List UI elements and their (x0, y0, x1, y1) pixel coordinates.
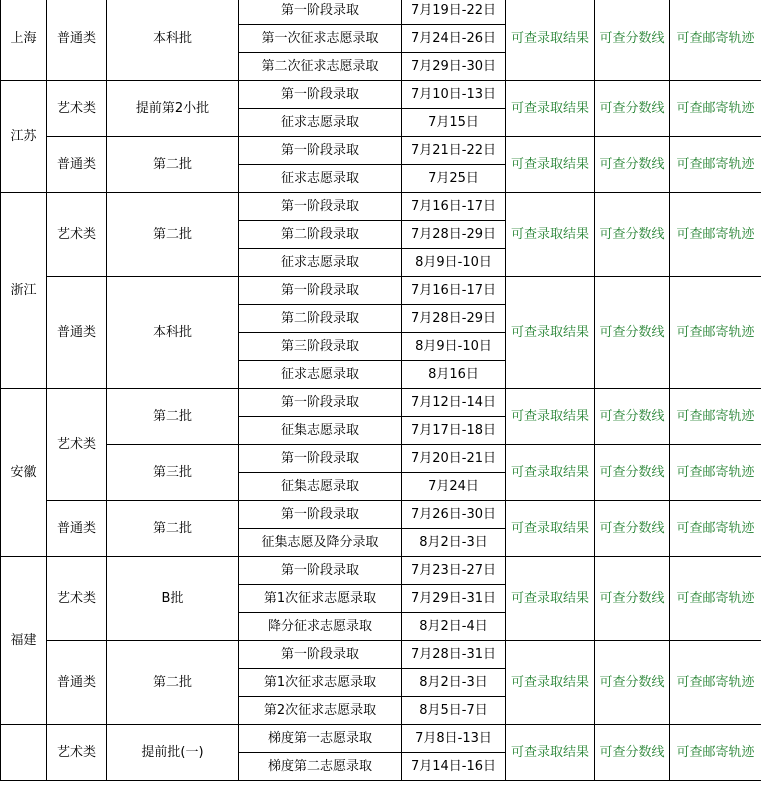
stage-cell: 降分征求志愿录取 (239, 613, 402, 641)
date-cell: 7月19日-22日 (402, 0, 506, 25)
query-score-link[interactable]: 可查分数线 (595, 445, 670, 501)
category-cell: 普通类 (47, 501, 107, 557)
stage-cell: 第1次征求志愿录取 (239, 585, 402, 613)
date-cell: 8月5日-7日 (402, 697, 506, 725)
stage-cell: 第一阶段录取 (239, 389, 402, 417)
category-cell: 艺术类 (47, 81, 107, 137)
date-cell: 7月15日 (402, 109, 506, 137)
date-cell: 8月9日-10日 (402, 249, 506, 277)
query-mail-link[interactable]: 可查邮寄轨迹 (670, 0, 761, 81)
date-cell: 7月8日-13日 (402, 725, 506, 753)
batch-cell: 本科批 (107, 0, 239, 81)
stage-cell: 第一阶段录取 (239, 81, 402, 109)
stage-cell: 征集志愿录取 (239, 473, 402, 501)
stage-cell: 梯度第二志愿录取 (239, 753, 402, 781)
stage-cell: 第一阶段录取 (239, 445, 402, 473)
batch-cell: 第二批 (107, 193, 239, 277)
table-row (1, 557, 761, 585)
table-row (1, 193, 761, 221)
query-score-link[interactable]: 可查分数线 (595, 501, 670, 557)
province-cell: 江苏 (1, 81, 47, 193)
category-cell: 普通类 (47, 277, 107, 389)
batch-cell: 第三批 (107, 445, 239, 501)
query-mail-link[interactable]: 可查邮寄轨迹 (670, 137, 761, 193)
stage-cell: 第一阶段录取 (239, 137, 402, 165)
stage-cell: 征集志愿及降分录取 (239, 529, 402, 557)
query-score-link[interactable]: 可查分数线 (595, 137, 670, 193)
date-cell: 7月29日-30日 (402, 53, 506, 81)
query-result-link[interactable]: 可查录取结果 (506, 641, 595, 725)
date-cell: 7月20日-21日 (402, 445, 506, 473)
batch-cell: 提前批(一) (107, 725, 239, 781)
date-cell: 7月28日-29日 (402, 221, 506, 249)
category-cell: 艺术类 (47, 725, 107, 781)
stage-cell: 第三阶段录取 (239, 333, 402, 361)
date-cell: 8月2日-4日 (402, 613, 506, 641)
batch-cell: 本科批 (107, 277, 239, 389)
query-mail-link[interactable]: 可查邮寄轨迹 (670, 501, 761, 557)
table-row (1, 725, 761, 753)
table-row (1, 501, 761, 529)
query-score-link[interactable]: 可查分数线 (595, 193, 670, 277)
stage-cell: 第一阶段录取 (239, 0, 402, 25)
table-row (1, 445, 761, 473)
stage-cell: 第一阶段录取 (239, 193, 402, 221)
province-cell (1, 725, 47, 781)
query-mail-link[interactable]: 可查邮寄轨迹 (670, 641, 761, 725)
date-cell: 7月29日-31日 (402, 585, 506, 613)
query-score-link[interactable]: 可查分数线 (595, 389, 670, 445)
stage-cell: 征求志愿录取 (239, 165, 402, 193)
province-cell: 浙江 (1, 193, 47, 389)
table-row (1, 81, 761, 109)
date-cell: 7月28日-29日 (402, 305, 506, 333)
query-score-link[interactable]: 可查分数线 (595, 641, 670, 725)
stage-cell: 第一阶段录取 (239, 501, 402, 529)
date-cell: 7月16日-17日 (402, 277, 506, 305)
batch-cell: 第二批 (107, 641, 239, 725)
table-row (1, 137, 761, 165)
query-result-link[interactable]: 可查录取结果 (506, 557, 595, 641)
batch-cell: 第二批 (107, 137, 239, 193)
stage-cell: 第一阶段录取 (239, 641, 402, 669)
stage-cell: 第一阶段录取 (239, 557, 402, 585)
query-mail-link[interactable]: 可查邮寄轨迹 (670, 725, 761, 781)
query-result-link[interactable]: 可查录取结果 (506, 277, 595, 389)
stage-cell: 第1次征求志愿录取 (239, 669, 402, 697)
date-cell: 7月12日-14日 (402, 389, 506, 417)
query-score-link[interactable]: 可查分数线 (595, 81, 670, 137)
query-result-link[interactable]: 可查录取结果 (506, 0, 595, 81)
stage-cell: 第一阶段录取 (239, 277, 402, 305)
query-mail-link[interactable]: 可查邮寄轨迹 (670, 445, 761, 501)
query-score-link[interactable]: 可查分数线 (595, 277, 670, 389)
query-mail-link[interactable]: 可查邮寄轨迹 (670, 193, 761, 277)
date-cell: 7月10日-13日 (402, 81, 506, 109)
query-score-link[interactable]: 可查分数线 (595, 557, 670, 641)
table-row (1, 0, 761, 25)
batch-cell: 第二批 (107, 501, 239, 557)
date-cell: 7月17日-18日 (402, 417, 506, 445)
query-result-link[interactable]: 可查录取结果 (506, 137, 595, 193)
stage-cell: 第二阶段录取 (239, 305, 402, 333)
province-cell: 安徽 (1, 389, 47, 557)
stage-cell: 征集志愿录取 (239, 417, 402, 445)
query-score-link[interactable]: 可查分数线 (595, 725, 670, 781)
query-result-link[interactable]: 可查录取结果 (506, 81, 595, 137)
date-cell: 7月25日 (402, 165, 506, 193)
date-cell: 8月9日-10日 (402, 333, 506, 361)
stage-cell: 梯度第一志愿录取 (239, 725, 402, 753)
date-cell: 7月23日-27日 (402, 557, 506, 585)
category-cell: 普通类 (47, 641, 107, 725)
stage-cell: 第二次征求志愿录取 (239, 53, 402, 81)
table-body (1, 0, 761, 781)
stage-cell: 第一次征求志愿录取 (239, 25, 402, 53)
date-cell: 7月16日-17日 (402, 193, 506, 221)
table-row (1, 277, 761, 305)
batch-cell: B批 (107, 557, 239, 641)
batch-cell: 提前第2小批 (107, 81, 239, 137)
category-cell: 普通类 (47, 0, 107, 81)
stage-cell: 第2次征求志愿录取 (239, 697, 402, 725)
query-mail-link[interactable]: 可查邮寄轨迹 (670, 81, 761, 137)
date-cell: 8月2日-3日 (402, 669, 506, 697)
date-cell: 7月24日-26日 (402, 25, 506, 53)
date-cell: 8月16日 (402, 361, 506, 389)
date-cell: 8月2日-3日 (402, 529, 506, 557)
query-result-link[interactable]: 可查录取结果 (506, 725, 595, 781)
province-cell: 福建 (1, 557, 47, 725)
query-result-link[interactable]: 可查录取结果 (506, 389, 595, 445)
stage-cell: 征求志愿录取 (239, 361, 402, 389)
category-cell: 普通类 (47, 137, 107, 193)
date-cell: 7月21日-22日 (402, 137, 506, 165)
query-mail-link[interactable]: 可查邮寄轨迹 (670, 389, 761, 445)
category-cell: 艺术类 (47, 193, 107, 277)
query-score-link[interactable]: 可查分数线 (595, 0, 670, 81)
query-mail-link[interactable]: 可查邮寄轨迹 (670, 277, 761, 389)
query-mail-link[interactable]: 可查邮寄轨迹 (670, 557, 761, 641)
stage-cell: 征求志愿录取 (239, 249, 402, 277)
stage-cell: 征求志愿录取 (239, 109, 402, 137)
query-result-link[interactable]: 可查录取结果 (506, 193, 595, 277)
date-cell: 7月26日-30日 (402, 501, 506, 529)
date-cell: 7月28日-31日 (402, 641, 506, 669)
batch-cell: 第二批 (107, 389, 239, 445)
date-cell: 7月14日-16日 (402, 753, 506, 781)
table-row (1, 641, 761, 669)
province-cell: 上海 (1, 0, 47, 81)
category-cell: 艺术类 (47, 557, 107, 641)
query-result-link[interactable]: 可查录取结果 (506, 445, 595, 501)
stage-cell: 第二阶段录取 (239, 221, 402, 249)
category-cell: 艺术类 (47, 389, 107, 501)
date-cell: 7月24日 (402, 473, 506, 501)
table-row (1, 389, 761, 417)
query-result-link[interactable]: 可查录取结果 (506, 501, 595, 557)
